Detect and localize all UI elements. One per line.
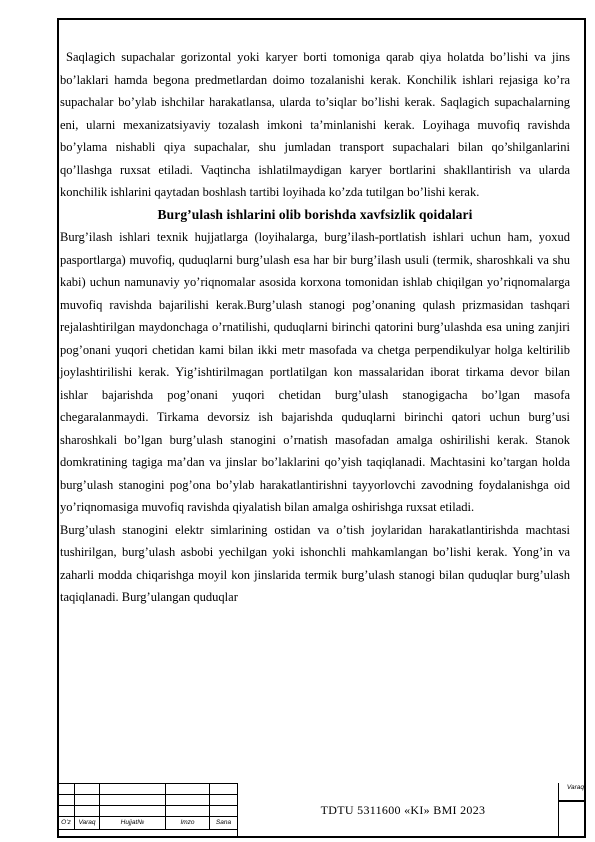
title-block <box>57 783 586 838</box>
stamp-divider-left <box>237 783 238 838</box>
paragraph-drilling-movement: Burg’ulash stanogini elektr simlarining ostidan va o’tish joylaridan harakatlantirishda machtasi tushirilgan, burg’ulash asbobi yechilgan yoki ishonchli mahkamlangan bo’lishi kerak. Yong’in va zaharli modda chiqarishga moyil kon jinslarida termik burg’ulash stanogi bilan quduqlar burg’ulash taqiqlanadi. Burg’ulangan quduqlar <box>60 522 570 604</box>
page-number-value <box>558 801 586 838</box>
stamp-label-sana: Sana <box>210 817 238 830</box>
stamp-label-varaq: Varaq <box>75 817 100 830</box>
paragraph-intro: Saqlagich supachalar gorizontal yoki karyer borti tomoniga qarab qiya holatda bo’lishi va jins bo’laklari hamda begona predmetlardan doimo tozalanishi kerak. Konchilik ishlari rejasiga ko’ra supachalar bo’ylab ishchilar harakatlansa, ularda to’siqlar bo’lishi kerak. Saqlagich supachalarning eni, ularni mexanizatsiyaviy tozalash imkoni ta’minlanishi kerak. Loyihaga muvofiq ravishda bo’ylama nishabli qiya supachalar, shu jumladan transport supachalari bilan qo’shilganlarini qo’llashga ruxsat etiladi. Vaqtincha ishlatilmaydigan karyer bortlarini shakllantirish va ularda konchilik ishlarini qaytadan boshlash tartibi loyihada ko’zda tutilgan bo’lishi kerak. <box>60 50 570 199</box>
document-code: TDTU 5311600 «KI» BMI 2023 <box>320 803 486 817</box>
stamp-label-imzo: Imzo <box>166 817 210 830</box>
document-body <box>60 46 570 609</box>
paragraph-drilling-rules: Burg’ilash ishlari texnik hujjatlarga (loyihalarga, burg’ilash-portlatish ishlari uchun ham, yoxud pasportlarga) muvofiq, quduqlarni burg’ulash esa har bir burg’ilash usuli (termik, sharoshkali va shu kabi) uchun namunaviy yo’riqnomalar asosida korxona tomonidan ishlab chiqilgan yo’riqnomalarga muvofiq ravishda bajarilishi kerak.Burg’ulash stanogi pog’onaning qulash prizmasidan tashqari rejalashtirilgan maydonchaga o’rnatilishi, quduqlarni birinchi qatorini burg’ulashda esa uning zanjiri pog’onani yuqori chetidan kami bilan ikki metr masofada va chetga perpendikulyar holga keltirilib joylashtirilishi kerak. Yig’ishtirilmagan portlatilgan kon massalaridan iborat tirkama devor bilan ishlar bajarishda pog’onani yuqori chetidan burg’ulash stanogigacha bo’lgan masofa chegaralanmaydi. Tirkama devorsiz ish bajarishda quduqlarni birinchi qatori uchun burg’usi sharoshkali bo’lgan burg’ulash stanogini o’rnatish masofadan amalga oshirilishi kerak. Stanok domkratining tagiga ma’dan va jinslar bo’laklarini qo’yish taqiqlanadi. Machtasini ko’targan holda burg’ulash stanogini pog’ona bo’ylab harakatlantirishni tayyorlovchi zavodning foydalanishga oid yo’riqnomasiga muvofiq ravishda qiyalatish bilan amalga oshirishga ruxsat etiladi. <box>60 230 570 514</box>
page-number-box <box>558 783 586 838</box>
stamp-label-hujjat: Hujjat№ <box>100 817 166 830</box>
stamp-label-oz: O’z <box>58 817 75 830</box>
section-heading: Burg’ulash ishlarini olib borishda xavfsizlik qoidalari <box>157 206 473 222</box>
title-block-grid <box>57 783 238 830</box>
page-number-label: Varaq <box>558 783 586 801</box>
